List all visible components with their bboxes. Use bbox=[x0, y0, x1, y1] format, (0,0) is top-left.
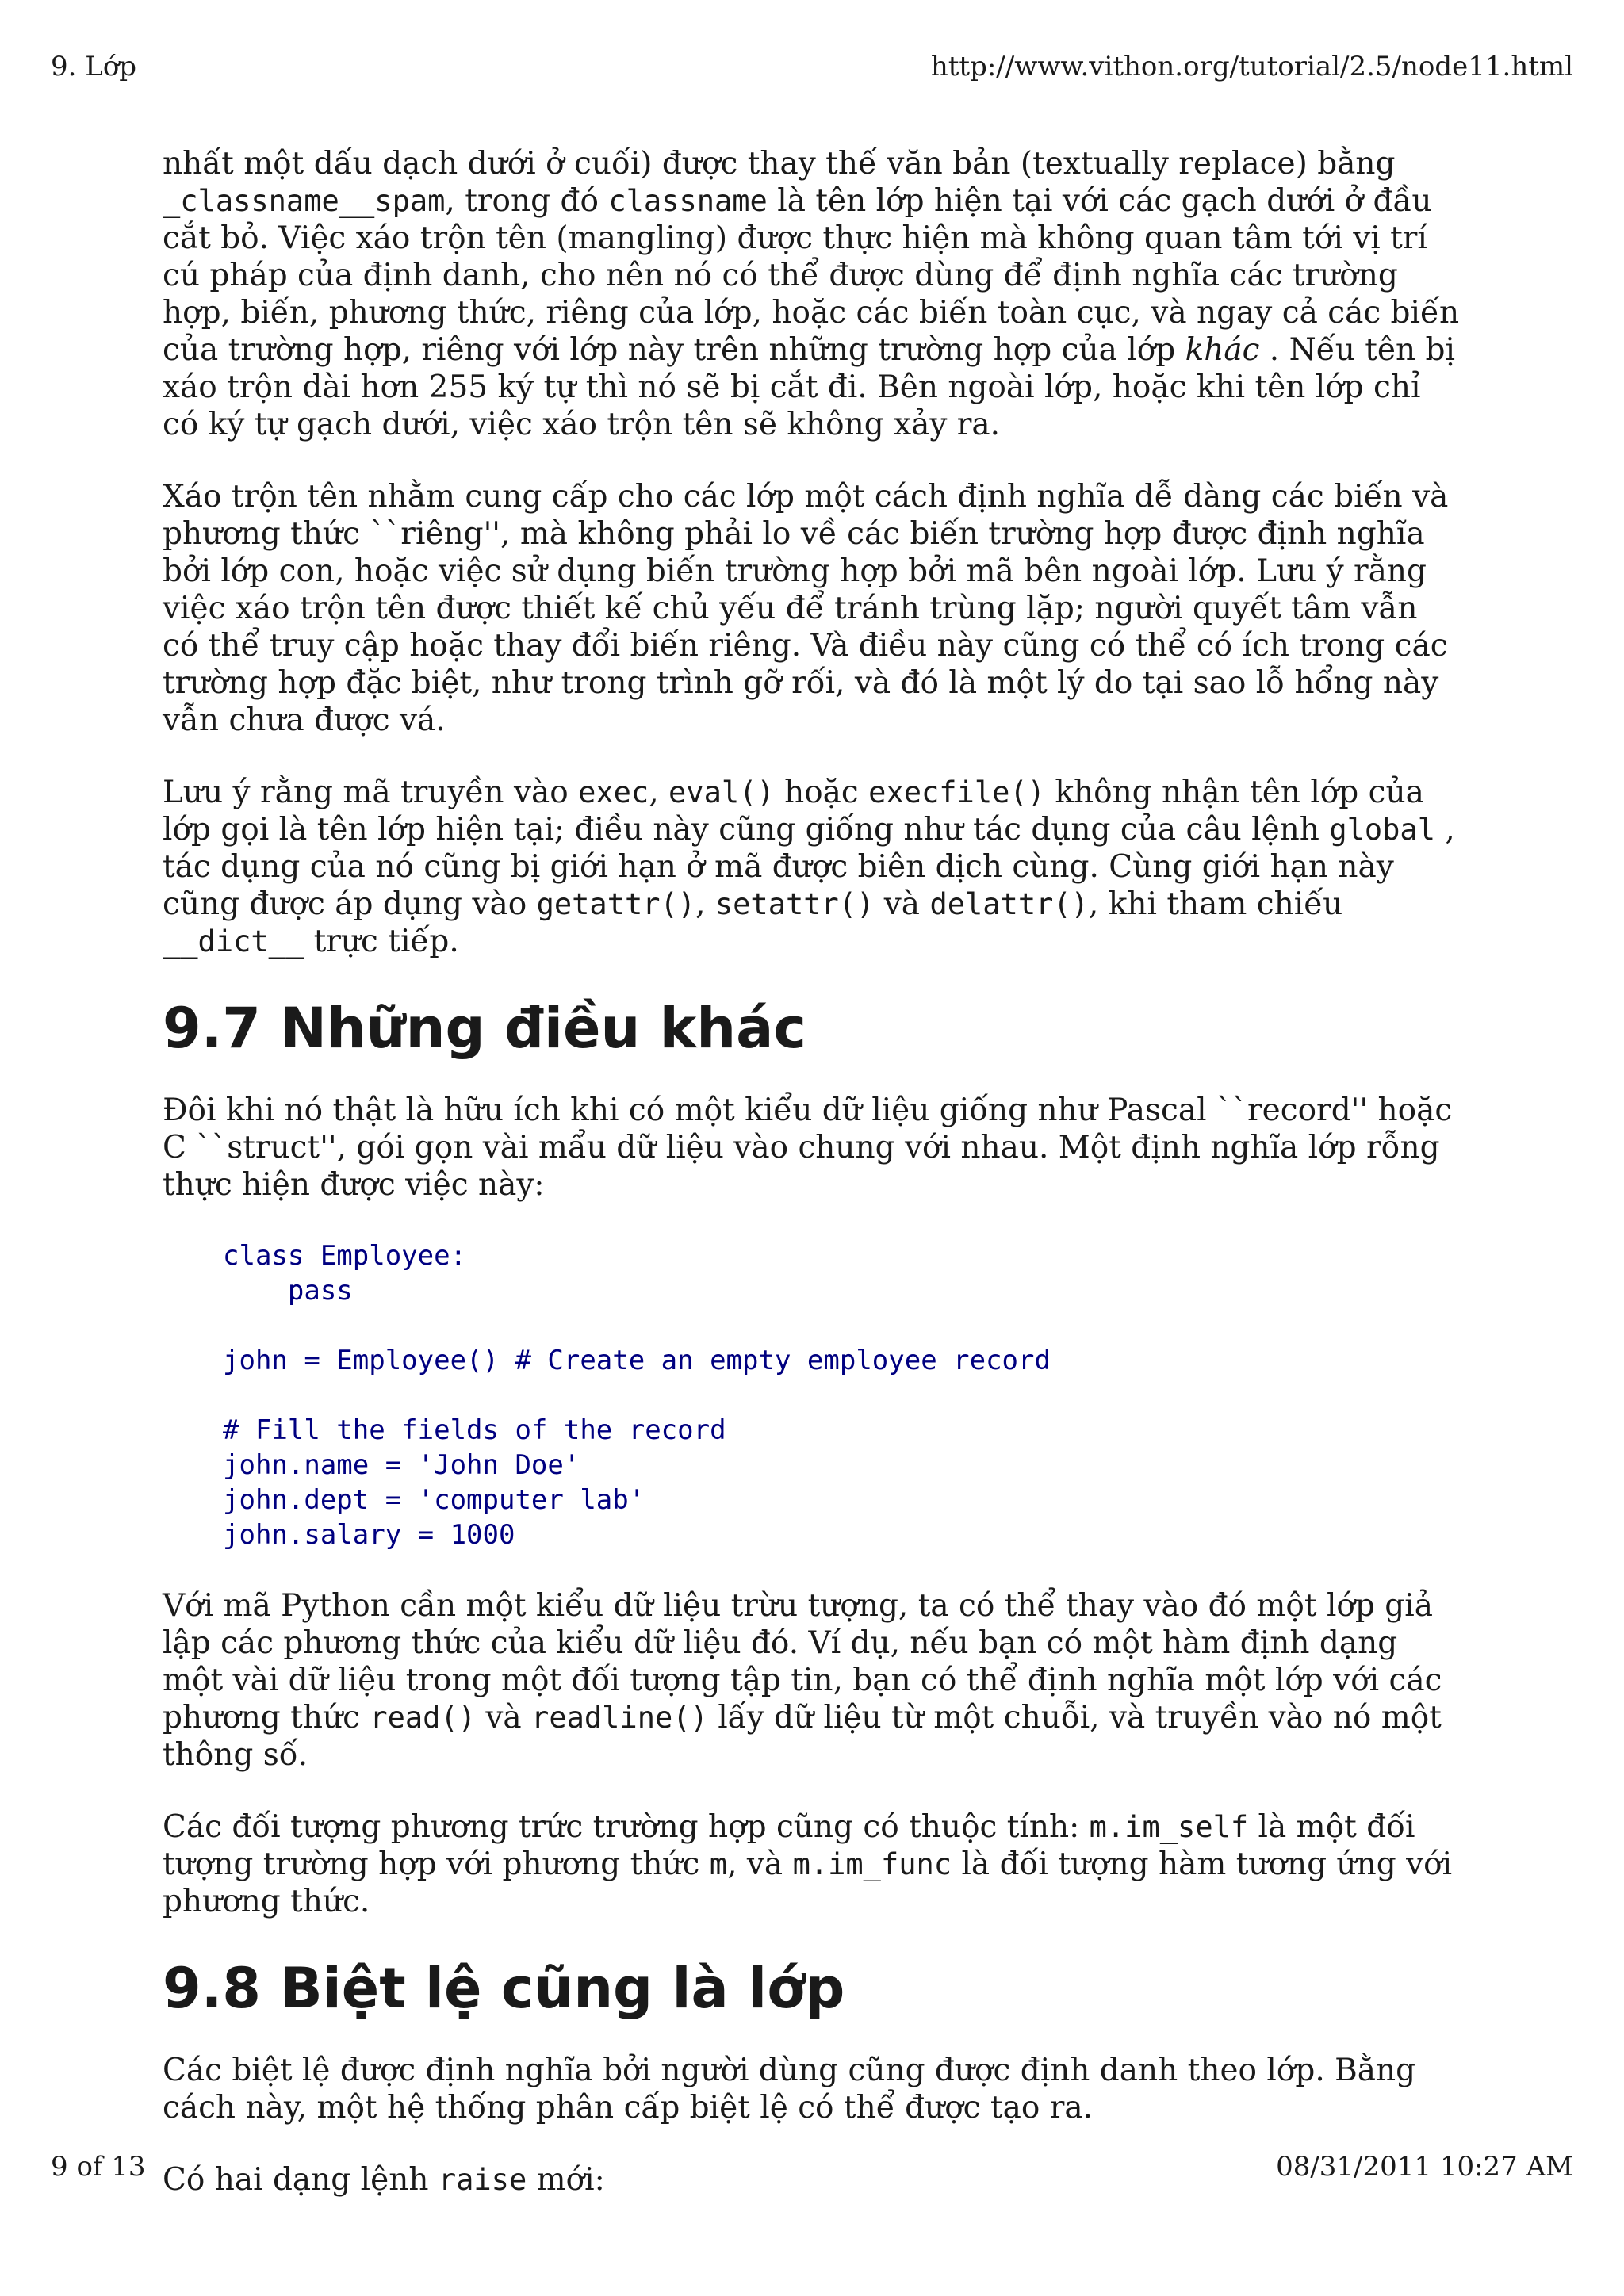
inline-code: __dict__ bbox=[163, 924, 304, 959]
text-run: mới: bbox=[527, 2162, 605, 2198]
text-run: , bbox=[695, 886, 715, 922]
paragraph-abstract-type bbox=[163, 1587, 1463, 1774]
inline-code: delattr() bbox=[929, 887, 1089, 921]
section-heading-9-8: 9.8 Biệt lệ cũng là lớp bbox=[163, 1956, 845, 2021]
text-run: là đối tượng hàm tương ứng với phương thức. bbox=[163, 1846, 1453, 1919]
inline-code: m.im_func bbox=[792, 1847, 952, 1881]
code-line: john = Employee() # Create an empty employee record bbox=[223, 1345, 1051, 1376]
text-run: , và bbox=[727, 1846, 793, 1882]
text-run: Các đối tượng phương trức trường hợp cũng có thuộc tính: bbox=[163, 1809, 1090, 1845]
text-run: nhất một dấu dạch dưới ở cuối) được thay thế văn bản (textually replace) bằng bbox=[163, 146, 1396, 182]
text-run: trực tiếp. bbox=[304, 924, 459, 959]
inline-code: exec bbox=[578, 775, 649, 809]
text-run: Có hai dạng lệnh bbox=[163, 2162, 439, 2198]
text-run: Lưu ý rằng mã truyền vào bbox=[163, 775, 579, 810]
text-run: , bbox=[649, 775, 669, 810]
inline-code: classname bbox=[608, 184, 768, 218]
inline-code: _classname__spam bbox=[163, 184, 446, 218]
inline-code: setattr() bbox=[714, 887, 875, 921]
text-run: lấy dữ liệu từ một chuỗi, và truyền vào nó một thông số. bbox=[163, 1700, 1442, 1773]
paragraph-name-mangling bbox=[163, 145, 1463, 443]
page-counter: 9 of 13 bbox=[51, 2151, 146, 2183]
code-line bbox=[223, 1308, 1463, 1343]
paragraph-private-vars: Xáo trộn tên nhằm cung cấp cho các lớp một cách định nghĩa dễ dàng các biến và phương thức ``riêng'', mà không phải lo về các biến trường hợp được định nghĩa bởi lớp con, hoặc việc sử dụng biến trường hợp bởi mã bên ngoài lớp. Lưu ý rằng việc xáo trộn tên được thiết kế chủ yếu để tránh trùng lặp; người quyết tâm vẫn có thể truy cập hoặc thay đổi biến riêng. Và điều này cũng có thể có ích trong các trường hợp đặc biệt, như trong trình gỡ rối, và đó là một lý do tại sao lỗ hổng này vẫn chưa được vá. bbox=[163, 479, 1449, 738]
inline-code: global bbox=[1329, 813, 1435, 847]
code-block bbox=[223, 1238, 1463, 1552]
text-run: , khi tham chiếu bbox=[1088, 886, 1343, 922]
inline-code: m bbox=[709, 1847, 728, 1881]
text-run: là một đối tượng trường hợp với phương thức bbox=[163, 1809, 1415, 1882]
code-line: class Employee: bbox=[223, 1240, 467, 1272]
code-line: john.salary = 1000 bbox=[223, 1519, 515, 1551]
paragraph-record-struct: Đôi khi nó thật là hữu ích khi có một kiểu dữ liệu giống như Pascal ``record'' hoặc C ``struct'', gói gọn vài mẩu dữ liệu vào chung với nhau. Một định nghĩa lớp rỗng thực hiện được việc này: bbox=[163, 1093, 1453, 1203]
inline-code: eval() bbox=[668, 775, 775, 809]
inline-code: raise bbox=[438, 2163, 527, 2197]
text-run: . Nếu tên bị xáo trộn dài hơn 255 ký tự thì nó sẽ bị cắt đi. Bên ngoài lớp, hoặc khi tên lớp chỉ có ký tự gạch dưới, việc xáo trộn tên sẽ không xảy ra. bbox=[163, 332, 1455, 442]
header-url: http://www.vithon.org/tutorial/2.5/node11.html bbox=[930, 51, 1573, 82]
text-run: và bbox=[874, 886, 930, 922]
page-header bbox=[51, 51, 1573, 82]
text-run: không nhận tên lớp của lớp gọi là tên lớp hiện tại; điều này cũng giống như tác dụng của câu lệnh bbox=[163, 775, 1424, 848]
text-run: là tên lớp hiện tại với các gạch dưới ở đầu cắt bỏ. Việc xáo trộn tên (mangling) được thực hiện mà không quan tâm tới vị trí cú pháp của định danh, cho nên nó có thể được dùng để định nghĩa các trường hợp, biến, phương thức, riêng của lớp, hoặc các biến toàn cục, và ngay cả các biến của trường hợp, riêng với lớp này trên những trường hợp của lớp bbox=[163, 183, 1460, 368]
text-run: Với mã Python cần một kiểu dữ liệu trừu tượng, ta có thể thay vào đó một lớp giả lập các phương thức của kiểu dữ liệu đó. Ví dụ, nếu bạn có một hàm định dạng một vài dữ liệu trong một đối tượng tập tin, bạn có thể định nghĩa một lớp với các phương thức bbox=[163, 1588, 1442, 1735]
text-run: và bbox=[475, 1700, 532, 1735]
inline-code: read() bbox=[370, 1701, 476, 1735]
text-run: , trong đó bbox=[445, 183, 609, 219]
header-title: 9. Lớp bbox=[51, 51, 137, 82]
code-line: john.name = 'John Doe' bbox=[223, 1449, 580, 1481]
code-line: john.dept = 'computer lab' bbox=[223, 1484, 645, 1516]
text-run: hoặc bbox=[774, 775, 869, 810]
paragraph-exec-note bbox=[163, 774, 1463, 960]
paragraph-exceptions: Các biệt lệ được định nghĩa bởi người dùng cũng được định danh theo lớp. Bằng cách này, một hệ thống phân cấp biệt lệ có thể được tạo ra. bbox=[163, 2053, 1416, 2126]
code-line bbox=[223, 1378, 1463, 1413]
document-body bbox=[163, 145, 1463, 2233]
inline-code: execfile() bbox=[868, 775, 1045, 809]
inline-code: getattr() bbox=[536, 887, 696, 921]
emphasis-text: khác bbox=[1185, 332, 1260, 368]
text-run: , tác dụng của nó cũng bị giới hạn ở mã được biên dịch cùng. Cùng giới hạn này cũng được áp dụng vào bbox=[163, 812, 1455, 922]
paragraph-method-objects bbox=[163, 1808, 1463, 1920]
inline-code: m.im_self bbox=[1089, 1810, 1249, 1844]
section-heading-9-7: 9.7 Những điều khác bbox=[163, 996, 806, 1061]
page-footer bbox=[51, 2151, 1573, 2183]
inline-code: readline() bbox=[531, 1701, 708, 1735]
code-line: # Fill the fields of the record bbox=[223, 1414, 726, 1446]
code-line: pass bbox=[223, 1275, 353, 1307]
print-datetime: 08/31/2011 10:27 AM bbox=[1276, 2151, 1573, 2183]
